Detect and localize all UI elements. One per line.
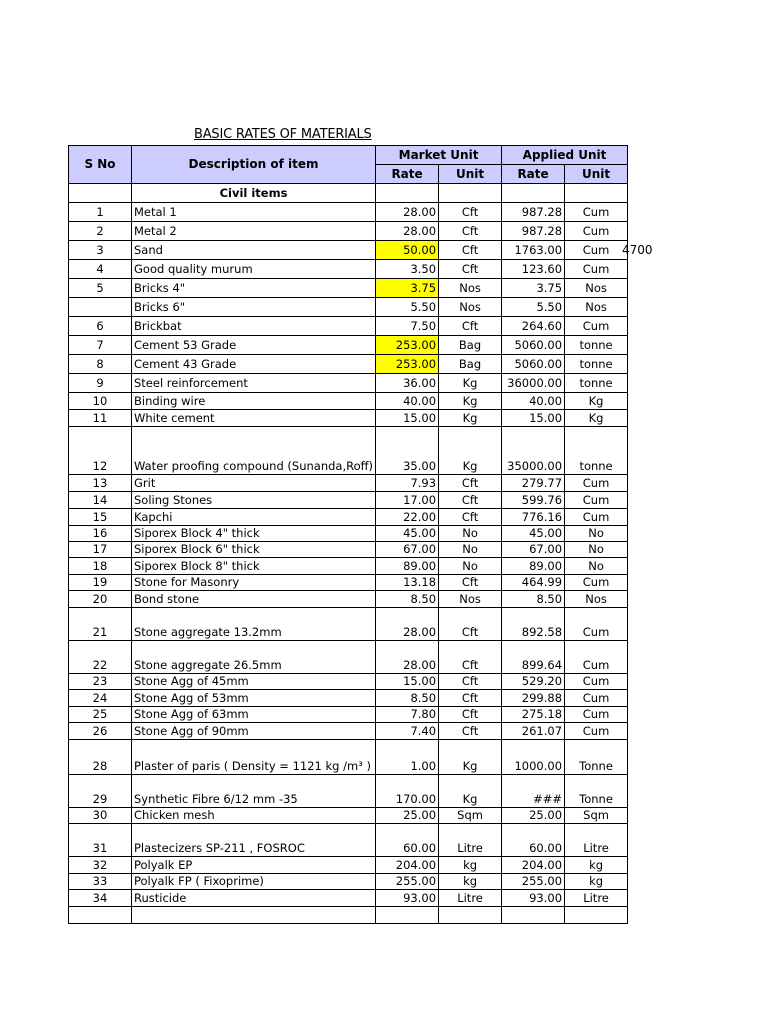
- cell-description[interactable]: Brickbat: [132, 317, 376, 336]
- cell-sno[interactable]: 33: [69, 874, 132, 890]
- cell-market-unit[interactable]: Kg: [439, 374, 502, 393]
- table-row: [69, 279, 628, 298]
- cell-applied-unit[interactable]: Litre: [565, 824, 628, 857]
- cell-applied-rate[interactable]: 275.18: [502, 707, 565, 723]
- cell-market-unit[interactable]: Cft: [439, 707, 502, 723]
- cell-market-rate[interactable]: [376, 907, 439, 924]
- cell-market-rate[interactable]: 255.00: [376, 874, 439, 890]
- cell-applied-rate[interactable]: 279.77: [502, 475, 565, 492]
- cell-market-rate[interactable]: 45.00: [376, 526, 439, 542]
- cell-market-unit[interactable]: Kg: [439, 775, 502, 808]
- cell-market-rate[interactable]: 28.00: [376, 222, 439, 241]
- table-row: [69, 558, 628, 575]
- table-row: [69, 317, 628, 336]
- cell-description[interactable]: Bricks 6": [132, 298, 376, 317]
- table-row: [69, 393, 628, 410]
- table-row: [69, 674, 628, 690]
- cell-sno[interactable]: 11: [69, 410, 132, 427]
- cell-applied-unit[interactable]: Cum: [565, 575, 628, 591]
- cell-applied-rate[interactable]: 899.64: [502, 641, 565, 674]
- cell-description[interactable]: Rusticide: [132, 890, 376, 907]
- header-market-unit[interactable]: Market Unit: [376, 146, 502, 165]
- cell-market-rate[interactable]: 1.00: [376, 740, 439, 775]
- cell-market-rate[interactable]: 7.50: [376, 317, 439, 336]
- cell-sno[interactable]: 32: [69, 857, 132, 874]
- cell-sno[interactable]: 31: [69, 824, 132, 857]
- cell-market-rate[interactable]: 13.18: [376, 575, 439, 591]
- cell-applied-unit[interactable]: [565, 907, 628, 924]
- cell-applied-unit[interactable]: tonne: [565, 336, 628, 355]
- section-empty-cell[interactable]: [376, 184, 439, 203]
- cell-applied-unit[interactable]: Cum: [565, 723, 628, 740]
- table-row: [69, 608, 628, 641]
- cell-applied-rate[interactable]: 3.75: [502, 279, 565, 298]
- table-row: [69, 355, 628, 374]
- cell-sno[interactable]: 4: [69, 260, 132, 279]
- cell-applied-rate[interactable]: 67.00: [502, 542, 565, 558]
- cell-sno[interactable]: 6: [69, 317, 132, 336]
- header-market-rate[interactable]: Rate: [376, 165, 439, 184]
- cell-applied-rate[interactable]: 5060.00: [502, 355, 565, 374]
- cell-applied-unit[interactable]: Tonne: [565, 775, 628, 808]
- cell-applied-rate[interactable]: 529.20: [502, 674, 565, 690]
- cell-sno[interactable]: 30: [69, 808, 132, 824]
- header-sno[interactable]: S No: [69, 146, 132, 184]
- cell-sno[interactable]: 24: [69, 690, 132, 707]
- cell-market-rate[interactable]: 50.00: [376, 241, 439, 260]
- cell-description[interactable]: Stone Agg of 90mm: [132, 723, 376, 740]
- cell-market-rate[interactable]: 7.80: [376, 707, 439, 723]
- cell-market-rate[interactable]: 15.00: [376, 410, 439, 427]
- cell-market-rate[interactable]: 7.40: [376, 723, 439, 740]
- cell-applied-unit[interactable]: Cum: [565, 707, 628, 723]
- cell-sno[interactable]: 8: [69, 355, 132, 374]
- table-row: [69, 740, 628, 775]
- cell-applied-rate[interactable]: 8.50: [502, 591, 565, 608]
- cell-description[interactable]: Stone aggregate 26.5mm: [132, 641, 376, 674]
- header-applied-rate[interactable]: Rate: [502, 165, 565, 184]
- cell-sno[interactable]: 29: [69, 775, 132, 808]
- cell-market-rate[interactable]: 253.00: [376, 355, 439, 374]
- cell-applied-unit[interactable]: Litre: [565, 890, 628, 907]
- cell-description[interactable]: Stone Agg of 63mm: [132, 707, 376, 723]
- cell-market-rate[interactable]: 253.00: [376, 336, 439, 355]
- cell-market-unit[interactable]: Nos: [439, 298, 502, 317]
- cell-applied-rate[interactable]: 45.00: [502, 526, 565, 542]
- cell-market-rate[interactable]: 60.00: [376, 824, 439, 857]
- cell-applied-unit[interactable]: Cum: [565, 317, 628, 336]
- cell-applied-unit[interactable]: Cum: [565, 690, 628, 707]
- cell-applied-unit[interactable]: Nos: [565, 279, 628, 298]
- cell-description[interactable]: Stone Agg of 53mm: [132, 690, 376, 707]
- table-row: [69, 509, 628, 526]
- side-note-value: 4700: [622, 243, 653, 257]
- cell-market-unit[interactable]: Bag: [439, 355, 502, 374]
- cell-description[interactable]: [132, 907, 376, 924]
- cell-description[interactable]: Stone Agg of 45mm: [132, 674, 376, 690]
- rates-table: [68, 145, 628, 924]
- cell-sno[interactable]: 10: [69, 393, 132, 410]
- table-row: [69, 374, 628, 393]
- cell-applied-unit[interactable]: tonne: [565, 427, 628, 475]
- cell-market-unit[interactable]: No: [439, 558, 502, 575]
- header-applied-unit[interactable]: Applied Unit: [502, 146, 628, 165]
- cell-description[interactable]: Stone aggregate 13.2mm: [132, 608, 376, 641]
- table-row: [69, 260, 628, 279]
- cell-applied-rate[interactable]: ###: [502, 775, 565, 808]
- cell-applied-unit[interactable]: Cum: [565, 608, 628, 641]
- cell-market-unit[interactable]: Cft: [439, 317, 502, 336]
- cell-applied-unit[interactable]: Nos: [565, 591, 628, 608]
- table-row: [69, 542, 628, 558]
- cell-applied-rate[interactable]: 25.00: [502, 808, 565, 824]
- table-row: [69, 427, 628, 475]
- table-row: [69, 890, 628, 907]
- cell-applied-rate[interactable]: 36000.00: [502, 374, 565, 393]
- table-row: [69, 336, 628, 355]
- cell-applied-rate[interactable]: 987.28: [502, 203, 565, 222]
- cell-market-rate[interactable]: 3.50: [376, 260, 439, 279]
- cell-applied-unit[interactable]: Cum: [565, 203, 628, 222]
- cell-applied-rate[interactable]: 255.00: [502, 874, 565, 890]
- cell-market-unit[interactable]: Cft: [439, 575, 502, 591]
- cell-market-rate[interactable]: 5.50: [376, 298, 439, 317]
- cell-market-unit[interactable]: Bag: [439, 336, 502, 355]
- table-row: [69, 475, 628, 492]
- page-title: BASIC RATES OF MATERIALS: [194, 127, 372, 142]
- cell-sno[interactable]: 22: [69, 641, 132, 674]
- cell-market-rate[interactable]: 28.00: [376, 203, 439, 222]
- table-row: [69, 723, 628, 740]
- cell-sno[interactable]: 1: [69, 203, 132, 222]
- cell-description[interactable]: Binding wire: [132, 393, 376, 410]
- cell-sno[interactable]: 9: [69, 374, 132, 393]
- cell-applied-rate[interactable]: 5060.00: [502, 336, 565, 355]
- cell-sno[interactable]: 17: [69, 542, 132, 558]
- cell-applied-unit[interactable]: Sqm: [565, 808, 628, 824]
- cell-market-rate[interactable]: 28.00: [376, 641, 439, 674]
- cell-market-unit[interactable]: kg: [439, 874, 502, 890]
- cell-description[interactable]: Soling Stones: [132, 492, 376, 509]
- cell-description[interactable]: Grit: [132, 475, 376, 492]
- cell-market-unit[interactable]: Cft: [439, 475, 502, 492]
- cell-sno[interactable]: 20: [69, 591, 132, 608]
- cell-description[interactable]: Kapchi: [132, 509, 376, 526]
- cell-applied-rate[interactable]: 987.28: [502, 222, 565, 241]
- cell-applied-rate[interactable]: 60.00: [502, 824, 565, 857]
- cell-applied-unit[interactable]: No: [565, 542, 628, 558]
- cell-market-unit[interactable]: [439, 907, 502, 924]
- cell-market-rate[interactable]: 170.00: [376, 775, 439, 808]
- cell-description[interactable]: Sand: [132, 241, 376, 260]
- table-row: [69, 707, 628, 723]
- cell-market-rate[interactable]: 17.00: [376, 492, 439, 509]
- cell-sno[interactable]: 19: [69, 575, 132, 591]
- cell-sno[interactable]: 16: [69, 526, 132, 542]
- cell-sno[interactable]: 7: [69, 336, 132, 355]
- cell-description[interactable]: Siporex Block 8" thick: [132, 558, 376, 575]
- cell-market-unit[interactable]: Cft: [439, 723, 502, 740]
- table-row: [69, 298, 628, 317]
- cell-market-unit[interactable]: Cft: [439, 222, 502, 241]
- cell-applied-rate[interactable]: 1763.00: [502, 241, 565, 260]
- cell-description[interactable]: Metal 2: [132, 222, 376, 241]
- cell-description[interactable]: Chicken mesh: [132, 808, 376, 824]
- table-row: [69, 907, 628, 924]
- cell-market-unit[interactable]: Sqm: [439, 808, 502, 824]
- cell-market-unit[interactable]: Litre: [439, 890, 502, 907]
- cell-market-unit[interactable]: Litre: [439, 824, 502, 857]
- cell-applied-unit[interactable]: Cum: [565, 475, 628, 492]
- cell-applied-rate[interactable]: [502, 907, 565, 924]
- cell-applied-rate[interactable]: 40.00: [502, 393, 565, 410]
- cell-market-rate[interactable]: 22.00: [376, 509, 439, 526]
- cell-sno[interactable]: 26: [69, 723, 132, 740]
- cell-sno[interactable]: 13: [69, 475, 132, 492]
- table-row: [69, 410, 628, 427]
- cell-market-unit[interactable]: No: [439, 542, 502, 558]
- cell-sno[interactable]: 21: [69, 608, 132, 641]
- table-row: [69, 203, 628, 222]
- cell-market-unit[interactable]: Cft: [439, 260, 502, 279]
- cell-sno[interactable]: 28: [69, 740, 132, 775]
- table-row: [69, 824, 628, 857]
- cell-applied-rate[interactable]: 892.58: [502, 608, 565, 641]
- cell-applied-unit[interactable]: kg: [565, 857, 628, 874]
- cell-applied-rate[interactable]: 15.00: [502, 410, 565, 427]
- cell-market-rate[interactable]: 204.00: [376, 857, 439, 874]
- cell-sno[interactable]: 18: [69, 558, 132, 575]
- cell-applied-unit[interactable]: Nos: [565, 298, 628, 317]
- header-applied-unit-col[interactable]: Unit: [565, 165, 628, 184]
- cell-description[interactable]: Bond stone: [132, 591, 376, 608]
- cell-market-unit[interactable]: Kg: [439, 410, 502, 427]
- cell-market-rate[interactable]: 36.00: [376, 374, 439, 393]
- cell-applied-unit[interactable]: No: [565, 526, 628, 542]
- table-row: [69, 591, 628, 608]
- cell-sno[interactable]: 3: [69, 241, 132, 260]
- cell-applied-unit[interactable]: Cum: [565, 260, 628, 279]
- cell-applied-unit[interactable]: kg: [565, 874, 628, 890]
- cell-description[interactable]: Bricks 4": [132, 279, 376, 298]
- cell-market-unit[interactable]: kg: [439, 857, 502, 874]
- cell-applied-rate[interactable]: 1000.00: [502, 740, 565, 775]
- section-empty-cell[interactable]: [565, 184, 628, 203]
- cell-description[interactable]: Polyalk FP ( Fixoprime): [132, 874, 376, 890]
- cell-description[interactable]: Siporex Block 4" thick: [132, 526, 376, 542]
- table-row: [69, 857, 628, 874]
- cell-applied-unit[interactable]: Kg: [565, 410, 628, 427]
- cell-applied-unit[interactable]: Kg: [565, 393, 628, 410]
- cell-market-rate[interactable]: 89.00: [376, 558, 439, 575]
- cell-market-rate[interactable]: 67.00: [376, 542, 439, 558]
- cell-applied-rate[interactable]: 264.60: [502, 317, 565, 336]
- cell-description[interactable]: Good quality murum: [132, 260, 376, 279]
- cell-market-unit[interactable]: Cft: [439, 203, 502, 222]
- cell-description[interactable]: Water proofing compound (Sunanda,Roff): [132, 427, 376, 475]
- cell-applied-rate[interactable]: 776.16: [502, 509, 565, 526]
- cell-market-unit[interactable]: Cft: [439, 241, 502, 260]
- cell-sno[interactable]: 5: [69, 279, 132, 298]
- table-row: [69, 641, 628, 674]
- cell-market-rate[interactable]: 25.00: [376, 808, 439, 824]
- header-market-unit-col[interactable]: Unit: [439, 165, 502, 184]
- cell-market-rate[interactable]: 15.00: [376, 674, 439, 690]
- cell-applied-unit[interactable]: Cum: [565, 674, 628, 690]
- rates-table-body: [69, 184, 628, 924]
- cell-market-rate[interactable]: 8.50: [376, 690, 439, 707]
- cell-applied-unit[interactable]: Cum: [565, 492, 628, 509]
- table-row: [69, 775, 628, 808]
- cell-applied-rate[interactable]: 5.50: [502, 298, 565, 317]
- cell-sno[interactable]: 34: [69, 890, 132, 907]
- cell-market-unit[interactable]: Nos: [439, 591, 502, 608]
- table-row: [69, 575, 628, 591]
- cell-market-rate[interactable]: 3.75: [376, 279, 439, 298]
- cell-description[interactable]: Steel reinforcement: [132, 374, 376, 393]
- cell-market-unit[interactable]: Cft: [439, 608, 502, 641]
- cell-sno[interactable]: 2: [69, 222, 132, 241]
- cell-market-unit[interactable]: Kg: [439, 427, 502, 475]
- cell-applied-rate[interactable]: 299.88: [502, 690, 565, 707]
- cell-market-rate[interactable]: 40.00: [376, 393, 439, 410]
- cell-applied-rate[interactable]: 261.07: [502, 723, 565, 740]
- cell-applied-unit[interactable]: No: [565, 558, 628, 575]
- cell-sno[interactable]: 15: [69, 509, 132, 526]
- section-empty-cell[interactable]: [502, 184, 565, 203]
- cell-market-unit[interactable]: Kg: [439, 740, 502, 775]
- cell-applied-rate[interactable]: 464.99: [502, 575, 565, 591]
- cell-market-unit[interactable]: Cft: [439, 641, 502, 674]
- table-row: [69, 492, 628, 509]
- cell-market-unit[interactable]: Nos: [439, 279, 502, 298]
- section-row: [69, 184, 628, 203]
- cell-market-rate[interactable]: 35.00: [376, 427, 439, 475]
- cell-sno[interactable]: [69, 907, 132, 924]
- table-row: [69, 808, 628, 824]
- cell-market-unit[interactable]: Cft: [439, 690, 502, 707]
- cell-applied-unit[interactable]: Tonne: [565, 740, 628, 775]
- cell-description[interactable]: White cement: [132, 410, 376, 427]
- cell-market-unit[interactable]: Cft: [439, 674, 502, 690]
- cell-applied-unit[interactable]: Cum: [565, 641, 628, 674]
- table-row: [69, 526, 628, 542]
- cell-market-rate[interactable]: 8.50: [376, 591, 439, 608]
- cell-sno[interactable]: 25: [69, 707, 132, 723]
- cell-market-unit[interactable]: Cft: [439, 509, 502, 526]
- cell-description[interactable]: Synthetic Fibre 6/12 mm -35: [132, 775, 376, 808]
- cell-sno[interactable]: 14: [69, 492, 132, 509]
- section-empty-cell[interactable]: [439, 184, 502, 203]
- cell-applied-unit[interactable]: tonne: [565, 374, 628, 393]
- cell-applied-rate[interactable]: 599.76: [502, 492, 565, 509]
- header-description[interactable]: Description of item: [132, 146, 376, 184]
- cell-applied-rate[interactable]: 123.60: [502, 260, 565, 279]
- cell-sno[interactable]: [69, 298, 132, 317]
- cell-market-rate[interactable]: 93.00: [376, 890, 439, 907]
- cell-sno[interactable]: 12: [69, 427, 132, 475]
- table-row: [69, 241, 628, 260]
- cell-description[interactable]: Siporex Block 6" thick: [132, 542, 376, 558]
- section-label[interactable]: Civil items: [132, 184, 376, 203]
- cell-applied-rate[interactable]: 89.00: [502, 558, 565, 575]
- cell-applied-unit[interactable]: Cum: [565, 509, 628, 526]
- table-row: [69, 690, 628, 707]
- cell-applied-unit[interactable]: tonne: [565, 355, 628, 374]
- table-row: [69, 874, 628, 890]
- cell-applied-rate[interactable]: 204.00: [502, 857, 565, 874]
- cell-description[interactable]: Plastecizers SP-211 , FOSROC: [132, 824, 376, 857]
- cell-description[interactable]: Cement 43 Grade: [132, 355, 376, 374]
- cell-market-unit[interactable]: Cft: [439, 492, 502, 509]
- cell-applied-unit[interactable]: Cum: [565, 241, 628, 260]
- cell-description[interactable]: Metal 1: [132, 203, 376, 222]
- cell-description[interactable]: Stone for Masonry: [132, 575, 376, 591]
- cell-market-rate[interactable]: 7.93: [376, 475, 439, 492]
- table-row: [69, 222, 628, 241]
- cell-sno[interactable]: 23: [69, 674, 132, 690]
- cell-description[interactable]: Cement 53 Grade: [132, 336, 376, 355]
- cell-applied-unit[interactable]: Cum: [565, 222, 628, 241]
- cell-applied-rate[interactable]: 35000.00: [502, 427, 565, 475]
- cell-applied-rate[interactable]: 93.00: [502, 890, 565, 907]
- cell-description[interactable]: Plaster of paris ( Density = 1121 kg /m³ ): [132, 740, 376, 775]
- cell-market-unit[interactable]: No: [439, 526, 502, 542]
- cell-market-rate[interactable]: 28.00: [376, 608, 439, 641]
- section-sno[interactable]: [69, 184, 132, 203]
- cell-market-unit[interactable]: Kg: [439, 393, 502, 410]
- cell-description[interactable]: Polyalk EP: [132, 857, 376, 874]
